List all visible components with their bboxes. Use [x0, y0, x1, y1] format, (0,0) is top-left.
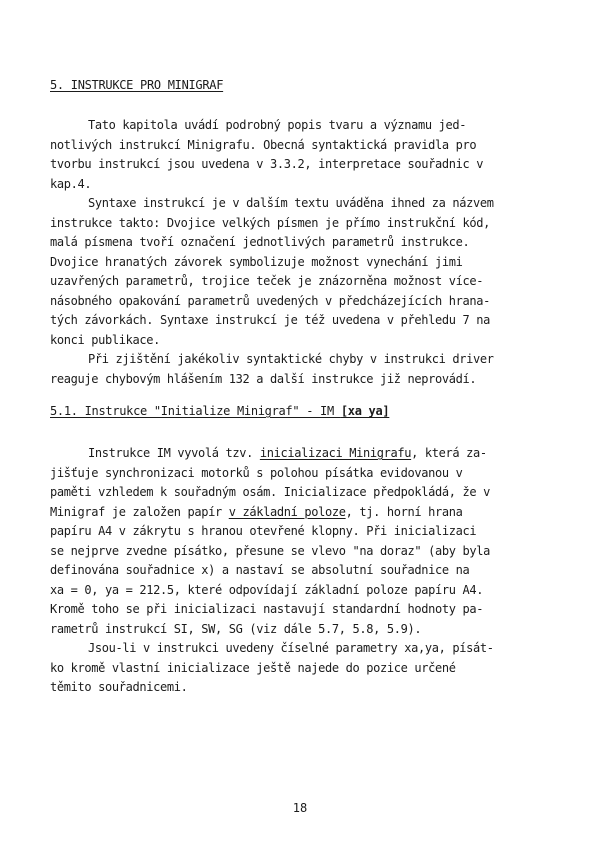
section-5-1-paragraph-2	[50, 639, 540, 698]
text-line: konci publikace.	[50, 332, 160, 347]
text-segment: xa = 0, ya = 212.5, které odpovídají základní poloze papíru A4.	[50, 582, 484, 597]
text-line: notlivých instrukcí Minigrafu. Obecná syntaktická pravidla pro	[50, 137, 477, 152]
text-line: tých závorkách. Syntaxe instrukcí je též uvedena v přehledu 7 na	[50, 313, 490, 327]
section-5-paragraph-3	[50, 350, 540, 389]
section-5-paragraph-2	[50, 194, 540, 350]
text-line: Tato kapitola uvádí podrobný popis tvaru a významu jed-	[88, 118, 467, 132]
text-line	[50, 483, 540, 503]
section-5-1-heading-syntax: [xa ya]	[340, 404, 390, 418]
section-5-paragraph-1	[50, 116, 540, 194]
text-line: Syntaxe instrukcí je v dalším textu uváděna ihned za názvem	[88, 196, 494, 210]
section-5-heading: 5. INSTRUKCE PRO MINIGRAF	[50, 78, 224, 92]
text-line	[50, 600, 540, 620]
text-line: kap.4.	[50, 176, 92, 191]
text-segment: jišťuje synchronizaci motorků s polohou písátka evidovanou v	[50, 465, 463, 480]
text-line: reaguje chybovým hlášením 132 a další instrukce již neprovádí.	[50, 371, 477, 386]
text-line: tvorbu instrukcí jsou uvedena v 3.3.2, interpretace souřadnic v	[50, 157, 484, 171]
text-line	[50, 581, 540, 601]
section-5-1-heading	[50, 404, 389, 418]
text-segment: definována souřadnice x) a nastaví se absolutní souřadnice na	[50, 563, 470, 577]
text-segment: , tj. horní hrana	[345, 504, 463, 519]
text-line: Jsou-li v instrukci uvedeny číselné parametry xa,ya, písát-	[88, 641, 494, 655]
text-line	[50, 464, 540, 484]
text-line: uzavřených parametrů, trojice teček je znázorněna možnost více-	[50, 274, 484, 288]
text-line: instrukce takto: Dvojice velkých písmen je přímo instrukční kód,	[50, 215, 490, 230]
text-line	[50, 444, 540, 464]
text-line	[50, 503, 540, 523]
text-line: Při zjištění jakékoliv syntaktické chyby v instrukci driver	[88, 352, 494, 366]
text-segment: rametrů instrukcí SI, SW, SG (viz dále 5.7, 5.8, 5.9).	[50, 621, 422, 636]
text-line: těmito souřadnicemi.	[50, 680, 188, 694]
text-segment: Minigraf je založen papír	[50, 504, 229, 519]
text-line: Dvojice hranatých závorek symbolizuje možnost vynechání jimi	[50, 254, 463, 269]
text-line	[50, 522, 540, 542]
section-5-1-paragraph-1	[50, 444, 540, 639]
text-line: násobného opakování parametrů uvedených v předcházejících hrana-	[50, 293, 490, 308]
text-line	[50, 542, 540, 562]
section-5-1-heading-title: 5.1. Instrukce "Initialize Minigraf" - IM	[50, 404, 341, 418]
text-segment: , která za-	[411, 446, 487, 460]
underlined-term: inicializaci Minigrafu	[259, 446, 412, 460]
underlined-term: v základní poloze	[228, 504, 346, 519]
text-segment: Kromě toho se při inicializaci nastavují standardní hodnoty pa-	[50, 602, 484, 616]
text-segment: paměti vzhledem k souřadným osám. Inicializace předpokládá, že v	[50, 485, 490, 499]
text-line: malá písmena tvoří označení jednotlivých parametrů instrukce.	[50, 235, 470, 249]
text-segment: se nejprve zvedne písátko, přesune se vlevo "na doraz" (aby byla	[50, 543, 490, 558]
text-segment: Instrukce IM vyvolá tzv.	[88, 446, 260, 460]
text-line: ko kromě vlastní inicializace ještě najede do pozice určené	[50, 660, 456, 675]
page-number: 18	[292, 801, 308, 815]
text-segment: papíru A4 v zákrytu s hranou otevřené klopny. Při inicializaci	[50, 524, 477, 538]
text-line	[50, 620, 540, 640]
text-line	[50, 561, 540, 581]
